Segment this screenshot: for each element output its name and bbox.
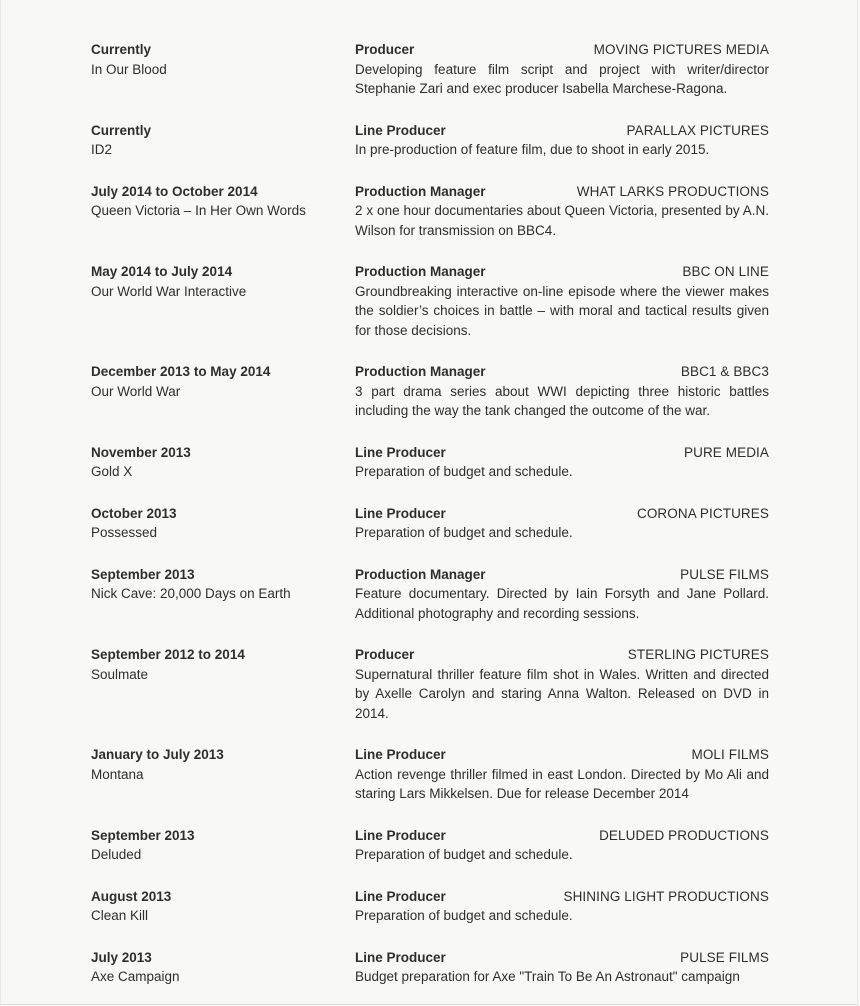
entry-company: MOLI FILMS [691, 747, 769, 762]
entry-left-column [91, 121, 355, 160]
entry-date: September 2012 to 2014 [91, 647, 245, 662]
entry-date: July 2014 to October 2014 [91, 183, 258, 199]
entry-company: PULSE FILMS [680, 566, 769, 582]
entry-left-column [91, 565, 355, 604]
entry-company: STERLING PICTURES [627, 647, 769, 662]
entry-right-column [355, 948, 769, 987]
entry-description: Preparation of budget and schedule. [355, 464, 573, 479]
entry-date: Currently [91, 122, 152, 138]
entry-description: Preparation of budget and schedule. [355, 525, 573, 540]
entry-date: August 2013 [91, 888, 172, 904]
entry-role: Producer [355, 647, 415, 662]
entry-right-column [355, 443, 769, 482]
work-history-entry [91, 887, 857, 926]
entry-project-title: In Our Blood [91, 61, 167, 77]
entry-right-column [355, 745, 769, 804]
entry-role-row [355, 565, 769, 585]
entry-role-row [355, 645, 769, 665]
work-history-entry [91, 121, 857, 160]
work-history-list [1, 0, 857, 987]
entry-left-column [91, 826, 355, 865]
work-history-entry [91, 948, 857, 987]
work-history-entry [91, 40, 857, 99]
entry-role-row [355, 826, 769, 846]
entry-right-column [355, 362, 769, 421]
entry-role-row [355, 745, 769, 765]
entry-date: September 2013 [91, 566, 195, 582]
entry-left-column [91, 40, 355, 79]
entry-left-column [91, 645, 355, 684]
entry-left-column [91, 262, 355, 301]
work-history-entry [91, 182, 857, 241]
entry-date: December 2013 to May 2014 [91, 364, 271, 379]
entry-date: January to July 2013 [91, 747, 224, 762]
work-history-entry [91, 504, 857, 543]
work-history-entry [91, 826, 857, 865]
entry-description: 2 x one hour documentaries about Queen Victoria, presented by A.N. Wilson for transmission on BBC4. [355, 203, 769, 238]
entry-right-column [355, 40, 769, 99]
entry-date: Currently [91, 42, 152, 57]
entry-project-title: ID2 [91, 142, 113, 157]
entry-description: Developing feature film script and project with writer/director Stephanie Zari and exec producer Isabella Marchese-Ragona. [355, 61, 769, 96]
entry-right-column [355, 826, 769, 865]
entry-description: Preparation of budget and schedule. [355, 908, 573, 923]
entry-role-row [355, 887, 769, 907]
work-history-entry [91, 262, 857, 340]
entry-right-column [355, 262, 769, 340]
entry-date: November 2013 [91, 444, 191, 460]
entry-project-title: Soulmate [91, 666, 149, 682]
entry-role-row [355, 262, 769, 282]
entry-description: Action revenge thriller filmed in east London. Directed by Mo Ali and staring Lars Mikkelsen. Due for release December 2014 [355, 766, 769, 801]
entry-company: PULSE FILMS [680, 949, 769, 965]
entry-right-column [355, 887, 769, 926]
entry-project-title: Gold X [91, 464, 133, 479]
entry-role: Line Producer [355, 888, 446, 904]
entry-description: 3 part drama series about WWI depicting three historic battles including the way the tank changed the outcome of the war. [355, 383, 769, 418]
entry-role-row [355, 121, 769, 141]
entry-company: PURE MEDIA [683, 444, 769, 460]
entry-role-row [355, 443, 769, 463]
entry-description: In pre-production of feature film, due to shoot in early 2015. [355, 142, 710, 157]
entry-company: MOVING PICTURES MEDIA [593, 42, 769, 57]
entry-role: Production Manager [355, 566, 486, 582]
entry-role: Line Producer [355, 827, 446, 843]
entry-left-column [91, 948, 355, 987]
entry-role-row [355, 504, 769, 524]
entry-role: Line Producer [355, 505, 446, 521]
entry-description: Budget preparation for Axe "Train To Be An Astronaut" campaign [355, 969, 740, 984]
entry-date: July 2013 [91, 949, 152, 965]
entry-project-title: Our World War Interactive [91, 283, 247, 299]
entry-description: Feature documentary. Directed by Iain Forsyth and Jane Pollard. Additional photography and recording sessions. [355, 586, 769, 621]
entry-role: Production Manager [355, 264, 486, 279]
entry-project-title: Deluded [91, 847, 142, 862]
entry-project-title: Nick Cave: 20,000 Days on Earth [91, 586, 291, 601]
work-history-entry [91, 362, 857, 421]
entry-role-row [355, 362, 769, 382]
entry-role: Line Producer [355, 949, 446, 965]
entry-project-title: Clean Kill [91, 908, 149, 923]
entry-role-row [355, 948, 769, 968]
entry-left-column [91, 443, 355, 482]
work-history-entry [91, 443, 857, 482]
entry-right-column [355, 182, 769, 241]
entry-left-column [91, 182, 355, 221]
entry-role: Producer [355, 42, 415, 57]
entry-date: September 2013 [91, 827, 195, 843]
entry-company: CORONA PICTURES [636, 505, 769, 521]
entry-description: Supernatural thriller feature film shot in Wales. Written and directed by Axelle Carolyn and staring Anna Walton. Released on DVD in 2014. [355, 666, 769, 721]
entry-left-column [91, 362, 355, 401]
entry-project-title: Montana [91, 766, 144, 782]
entry-description: Preparation of budget and schedule. [355, 847, 573, 862]
entry-role-row [355, 40, 769, 60]
entry-role: Line Producer [355, 747, 446, 762]
entry-company: SHINING LIGHT PRODUCTIONS [563, 888, 769, 904]
entry-right-column [355, 565, 769, 624]
entry-company: WHAT LARKS PRODUCTIONS [576, 183, 769, 199]
entry-company: DELUDED PRODUCTIONS [599, 827, 769, 843]
entry-right-column [355, 645, 769, 723]
entry-role: Line Producer [355, 122, 446, 138]
entry-project-title: Axe Campaign [91, 969, 180, 984]
entry-company: BBC ON LINE [682, 264, 769, 279]
entry-date: May 2014 to July 2014 [91, 264, 233, 279]
entry-company: BBC1 & BBC3 [680, 364, 769, 379]
entry-role: Production Manager [355, 183, 486, 199]
entry-description: Groundbreaking interactive on-line episode where the viewer makes the soldier’s choices in battle – with moral and tactical results given for those decisions. [355, 283, 769, 338]
entry-left-column [91, 745, 355, 784]
entry-role: Production Manager [355, 364, 486, 379]
entry-left-column [91, 887, 355, 926]
entry-role-row [355, 182, 769, 202]
entry-right-column [355, 121, 769, 160]
entry-role: Line Producer [355, 444, 446, 460]
entry-company: PARALLAX PICTURES [626, 122, 769, 138]
entry-project-title: Queen Victoria – In Her Own Words [91, 203, 306, 218]
entry-project-title: Our World War [91, 383, 181, 399]
entry-project-title: Possessed [91, 525, 158, 540]
entry-right-column [355, 504, 769, 543]
work-history-entry [91, 745, 857, 804]
entry-date: October 2013 [91, 505, 177, 521]
entry-left-column [91, 504, 355, 543]
work-history-entry [91, 645, 857, 723]
work-history-entry [91, 565, 857, 624]
